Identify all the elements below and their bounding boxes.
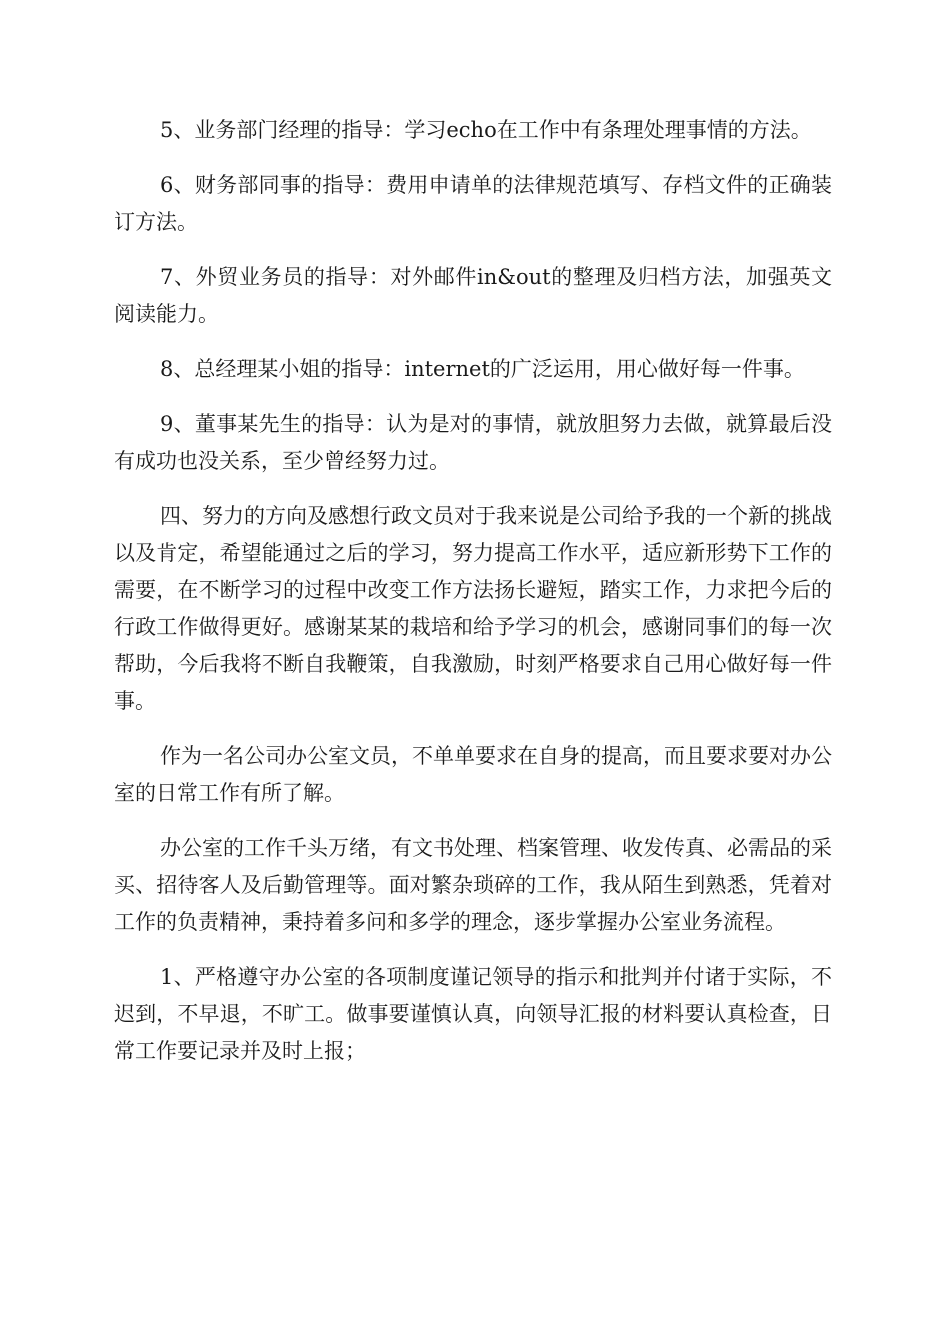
paragraph-office-clerk-intro: 作为一名公司办公室文员，不单单要求在自身的提高，而且要求要对办公室的日常工作有所了解。 [114,744,832,805]
paragraph-guidance-5: 5、业务部门经理的指导：学习echo在工作中有条理处理事情的方法。 [160,118,812,142]
paragraph-guidance-8: 8、总经理某小姐的指导：internet的广泛运用，用心做好每一件事。 [160,357,805,381]
paragraph-office-work: 办公室的工作千头万绪，有文书处理、档案管理、收发传真、必需品的采买、招待客人及后勤管理等。面对繁杂琐碎的工作，我从陌生到熟悉，凭着对工作的负责精神，秉持着多问和多学的理念，逐步掌握办公室业务流程。 [114,836,832,934]
paragraph-section-four: 四、努力的方向及感想行政文员对于我来说是公司给予我的一个新的挑战以及肯定，希望能通过之后的学习，努力提高工作水平，适应新形势下工作的需要，在不断学习的过程中改变工作方法扬长避短，踏实工作，力求把今后的行政工作做得更好。感谢某某的栽培和给予学习的机会，感谢同事们的每一次帮助，今后我将不断自我鞭策，自我激励，时刻严格要求自己用心做好每一件事。 [114,504,832,713]
paragraph-rule-1: 1、严格遵守办公室的各项制度谨记领导的指示和批判并付诸于实际，不迟到，不早退，不旷工。做事要谨慎认真，向领导汇报的材料要认真检查，日常工作要记录并及时上报； [114,965,832,1063]
document-page [114,112,832,1088]
paragraph-guidance-6: 6、财务部同事的指导：费用申请单的法律规范填写、存档文件的正确装订方法。 [114,173,832,234]
paragraph-guidance-9: 9、董事某先生的指导：认为是对的事情，就放胆努力去做，就算最后没有成功也没关系，至少曾经努力过。 [114,412,832,473]
paragraph-guidance-7: 7、外贸业务员的指导：对外邮件in&out的整理及归档方法，加强英文阅读能力。 [114,265,832,326]
